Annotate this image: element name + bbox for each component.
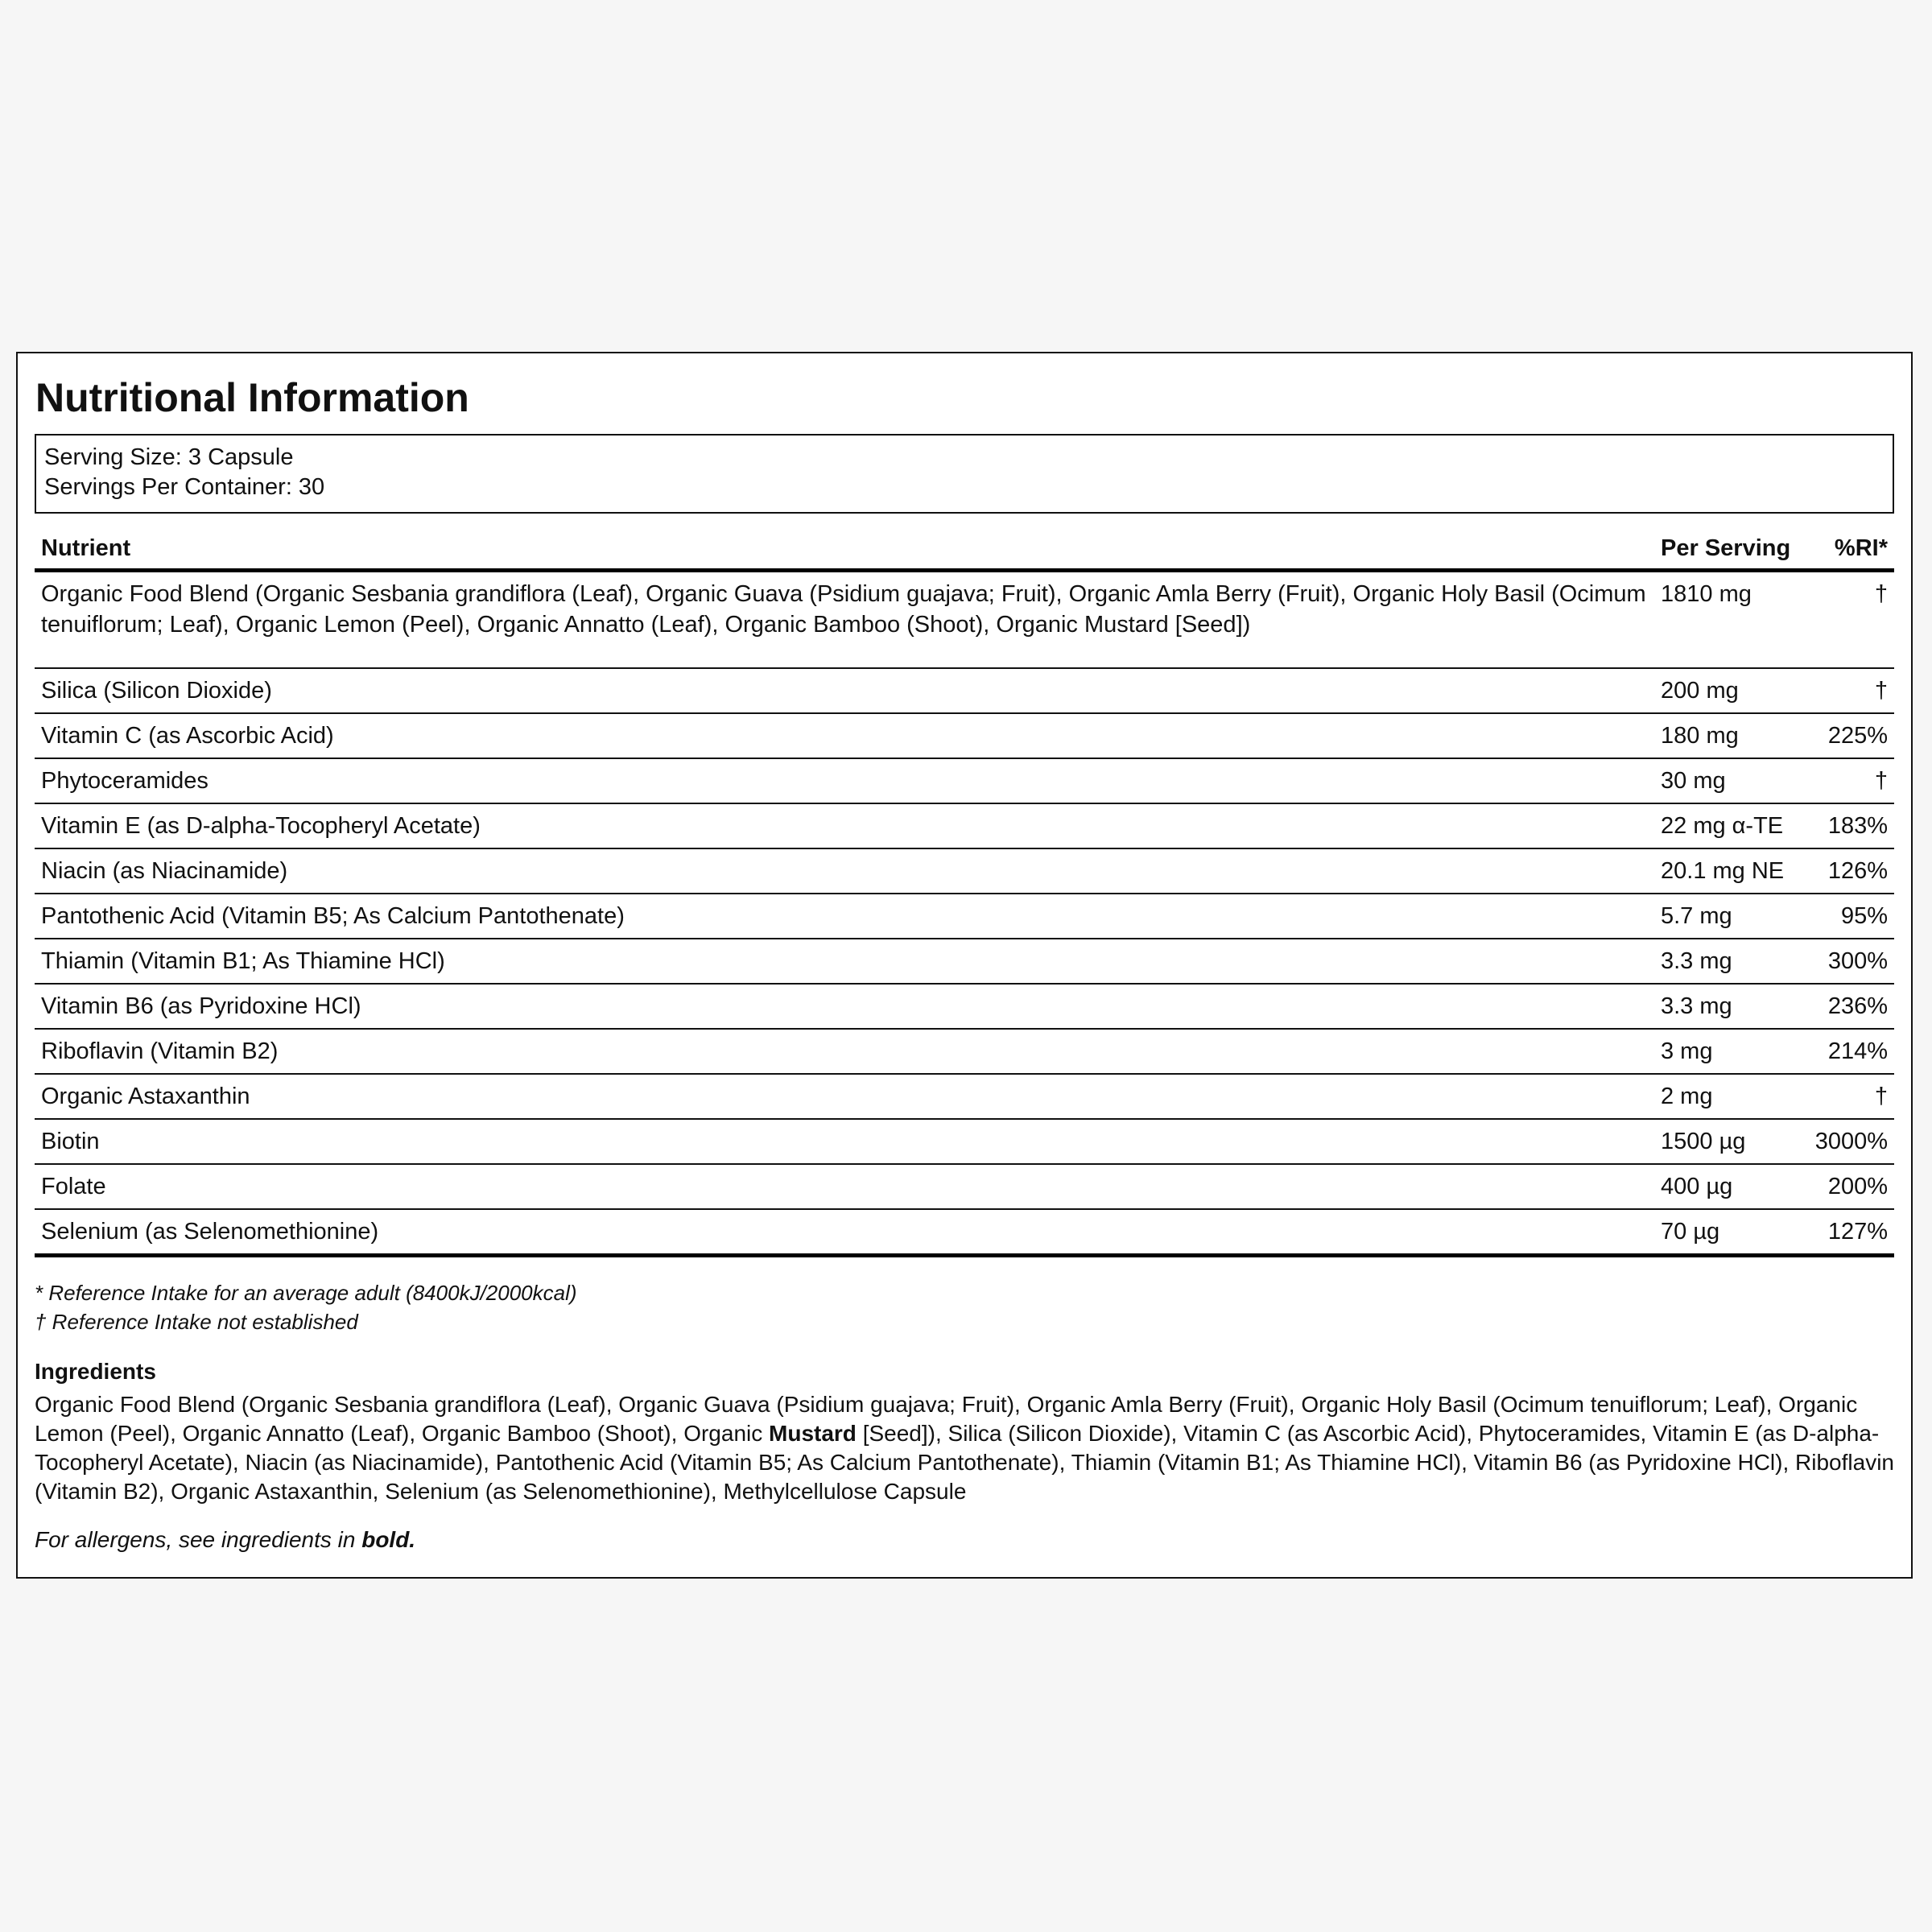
table-row (35, 939, 1894, 984)
nutrient-ri: 225% (1807, 713, 1894, 758)
nutrient-ri: 236% (1807, 984, 1894, 1029)
nutrient-name: Pantothenic Acid (Vitamin B5; As Calcium Pantothenate) (35, 894, 1654, 939)
nutrient-name: Biotin (35, 1119, 1654, 1164)
footnotes (35, 1278, 1894, 1336)
table-row (35, 984, 1894, 1029)
nutrient-per-serving: 2 mg (1654, 1074, 1807, 1119)
footnote-ri: * Reference Intake for an average adult (8400kJ/2000kcal) (35, 1281, 577, 1305)
nutrient-ri: 183% (1807, 803, 1894, 848)
table-row (35, 1209, 1894, 1256)
footnote-dagger: † Reference Intake not established (35, 1310, 358, 1334)
ingredients-text-part-2: [Seed]), Silica (Silicon Dioxide), Vitamin C (as Ascorbic Acid), Phytoceramides, Vitamin E (as D-alpha-Tocopheryl Acetate), Niacin (as Niacinamide), Pantothenic Acid (Vitamin B5; As Calcium Pantothenate), Thiamin (Vitamin B1; As Thiamine HCl), Vitamin B6 (as Pyridoxine HCl), Riboflavin (Vitamin B2), Organic Astaxanthin, Selenium (as Selenomethionine), Methylcellulose Capsule (35, 1421, 1894, 1504)
nutrient-name: Folate (35, 1164, 1654, 1209)
table-row (35, 1074, 1894, 1119)
serving-info-box (35, 434, 1894, 514)
servings-per-container: Servings Per Container: 30 (44, 474, 325, 500)
nutrient-name: Niacin (as Niacinamide) (35, 848, 1654, 894)
table-row (35, 848, 1894, 894)
table-row (35, 758, 1894, 803)
table-row (35, 1119, 1894, 1164)
table-row (35, 1164, 1894, 1209)
nutrient-per-serving: 400 µg (1654, 1164, 1807, 1209)
nutrient-per-serving: 30 mg (1654, 758, 1807, 803)
nutrient-per-serving: 3.3 mg (1654, 984, 1807, 1029)
nutrient-ri: † (1807, 571, 1894, 669)
nutrient-ri: 127% (1807, 1209, 1894, 1256)
nutrient-per-serving: 20.1 mg NE (1654, 848, 1807, 894)
nutrient-per-serving: 3 mg (1654, 1029, 1807, 1074)
table-row (35, 803, 1894, 848)
nutrient-per-serving: 1810 mg (1654, 571, 1807, 669)
table-row (35, 1029, 1894, 1074)
nutrient-ri: 214% (1807, 1029, 1894, 1074)
nutrient-name: Phytoceramides (35, 758, 1654, 803)
nutrient-per-serving: 1500 µg (1654, 1119, 1807, 1164)
ingredients-text-part-1: Organic Food Blend (Organic Sesbania grandiflora (Leaf), Organic Guava (Psidium guajava; Fruit), Organic Amla Berry (Fruit), Organic Holy Basil (Ocimum tenuiflorum; Leaf), Organic Lemon (Peel), Organic Annatto (Leaf), Organic Bamboo (Shoot), Organic (35, 1392, 1858, 1446)
nutrient-ri: 3000% (1807, 1119, 1894, 1164)
nutrient-ri: 95% (1807, 894, 1894, 939)
nutrient-per-serving: 70 µg (1654, 1209, 1807, 1256)
nutrition-label-panel (16, 352, 1913, 1579)
header-ri: %RI* (1807, 528, 1894, 571)
nutrient-name: Organic Astaxanthin (35, 1074, 1654, 1119)
nutrient-name: Silica (Silicon Dioxide) (35, 668, 1654, 713)
nutrient-name: Vitamin C (as Ascorbic Acid) (35, 713, 1654, 758)
nutrient-ri: 126% (1807, 848, 1894, 894)
allergen-note-prefix: For allergens, see ingredients in (35, 1527, 362, 1552)
allergen-note-bold: bold. (361, 1527, 416, 1552)
nutrient-ri: 200% (1807, 1164, 1894, 1209)
header-per-serving: Per Serving (1654, 528, 1807, 571)
header-nutrient: Nutrient (35, 528, 1654, 571)
nutrient-per-serving: 3.3 mg (1654, 939, 1807, 984)
ingredients-text (35, 1390, 1894, 1506)
table-header-row (35, 528, 1894, 571)
nutrient-ri: 300% (1807, 939, 1894, 984)
nutrient-table (35, 528, 1894, 1257)
table-row (35, 571, 1894, 669)
table-row (35, 894, 1894, 939)
nutrient-name: Thiamin (Vitamin B1; As Thiamine HCl) (35, 939, 1654, 984)
nutrient-name: Riboflavin (Vitamin B2) (35, 1029, 1654, 1074)
nutrient-name: Vitamin E (as D-alpha-Tocopheryl Acetate) (35, 803, 1654, 848)
nutrient-ri: † (1807, 668, 1894, 713)
table-row (35, 668, 1894, 713)
serving-size: Serving Size: 3 Capsule (44, 444, 294, 470)
page-title: Nutritional Information (35, 375, 469, 420)
nutrient-per-serving: 180 mg (1654, 713, 1807, 758)
nutrient-per-serving: 200 mg (1654, 668, 1807, 713)
ingredients-heading: Ingredients (35, 1359, 156, 1384)
allergen-note (35, 1525, 1894, 1554)
ingredients-allergen-bold: Mustard (769, 1421, 857, 1446)
nutrient-per-serving: 5.7 mg (1654, 894, 1807, 939)
nutrient-name: Vitamin B6 (as Pyridoxine HCl) (35, 984, 1654, 1029)
table-row (35, 713, 1894, 758)
nutrient-per-serving: 22 mg α-TE (1654, 803, 1807, 848)
nutrient-ri: † (1807, 758, 1894, 803)
nutrient-name: Selenium (as Selenomethionine) (35, 1209, 1654, 1256)
nutrient-name: Organic Food Blend (Organic Sesbania grandiflora (Leaf), Organic Guava (Psidium guajava; Fruit), Organic Amla Berry (Fruit), Organic Holy Basil (Ocimum tenuiflorum; Leaf), Organic Lemon (Peel), Organic Annatto (Leaf), Organic Bamboo (Shoot), Organic Mustard [Seed]) (35, 571, 1654, 669)
nutrient-ri: † (1807, 1074, 1894, 1119)
